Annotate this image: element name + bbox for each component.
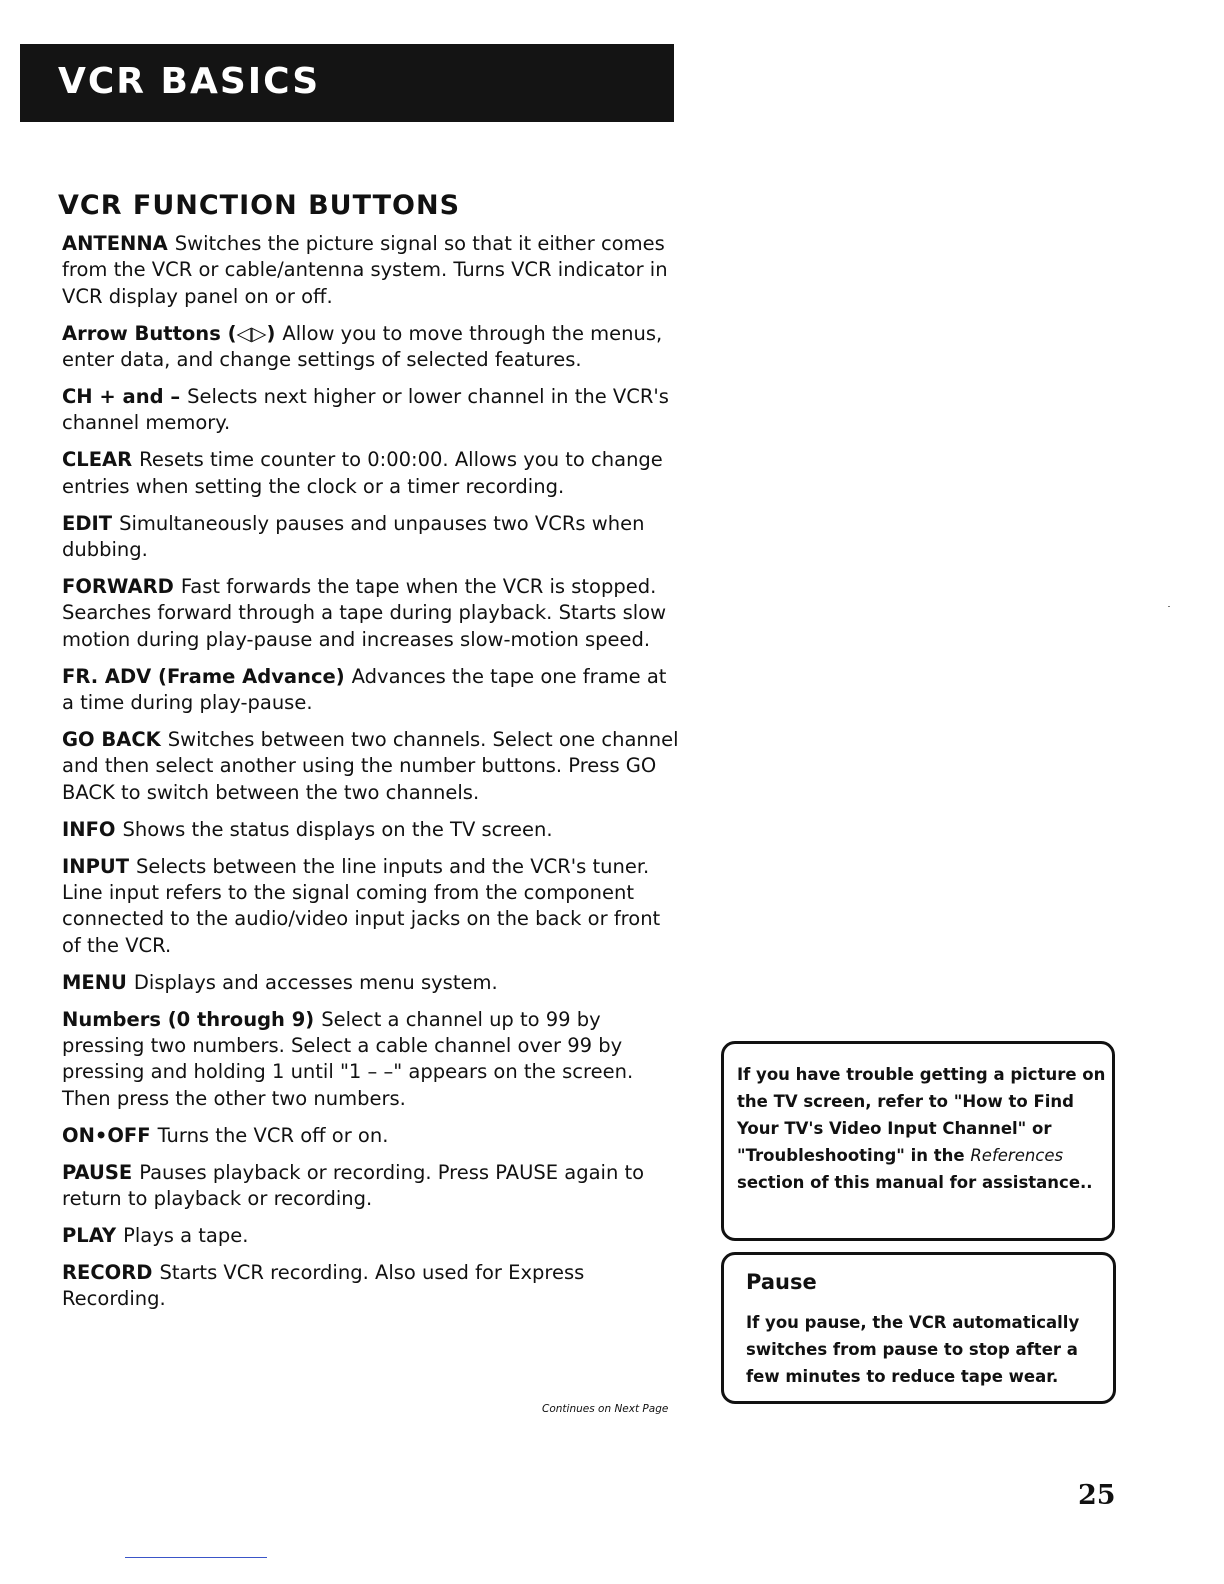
entry-description: Starts VCR recording. Also used for Express Recording. xyxy=(62,1260,585,1311)
glossary-entry-go-back xyxy=(62,727,684,806)
glossary-entry-play xyxy=(62,1223,684,1249)
pause-note-text: If you pause, the VCR automatically switches from pause to stop after a few minutes to reduce tape wear. xyxy=(746,1313,1080,1386)
entry-description: Pauses playback or recording. Press PAUSE again to return to playback or recording. xyxy=(62,1160,645,1211)
entry-description: Plays a tape. xyxy=(123,1224,249,1247)
glossary-entry-record xyxy=(62,1260,684,1313)
entry-term: INFO xyxy=(62,817,116,841)
pause-note-box xyxy=(721,1252,1116,1404)
entry-description: Selects between the line inputs and the VCR's tuner. Line input refers to the signal coming from the component connected to the audio/video input jacks on the back or front of the VCR. xyxy=(62,854,661,957)
chapter-title: VCR BASICS xyxy=(58,61,321,102)
entry-description: Switches between two channels. Select one channel and then select another using the number buttons. Press GO BACK to switch between the two channels. xyxy=(62,728,679,804)
entry-term: ANTENNA xyxy=(62,232,168,255)
entry-description: Resets time counter to 0:00:00. Allows you to change entries when setting the clock or a timer recording. xyxy=(62,448,663,498)
entry-term: Arrow Buttons (◁▷) xyxy=(62,321,276,345)
entry-term: CLEAR xyxy=(62,448,133,472)
continues-note: Continues on Next Page xyxy=(542,1403,669,1415)
entry-term: PAUSE xyxy=(62,1160,133,1184)
entry-description: Allow you to move through the menus, enter data, and change settings of selected features. xyxy=(62,321,663,372)
entry-description: Select a channel up to 99 by pressing two numbers. Select a cable channel over 99 by pressing and holding 1 until "1 – –" appears on the screen. Then press the other two numbers. xyxy=(62,1007,634,1110)
glossary-entry-on-off xyxy=(62,1123,684,1149)
tip-box xyxy=(721,1041,1115,1241)
glossary-entry-input xyxy=(62,854,684,960)
entry-description: Turns the VCR off or on. xyxy=(157,1123,389,1147)
entry-description: Shows the status displays on the TV screen. xyxy=(122,817,553,841)
tip-text-after: section of this manual for assistance.. xyxy=(737,1173,1093,1192)
glossary-entry-clear xyxy=(62,447,684,500)
pause-note-heading: Pause xyxy=(746,1270,817,1294)
glossary-entry-menu xyxy=(62,970,684,996)
glossary-entry-pause xyxy=(62,1160,684,1213)
entry-term: ON•OFF xyxy=(62,1123,151,1147)
entry-description: Advances the tape one frame at a time during play-pause. xyxy=(62,664,667,715)
glossary-entry-edit xyxy=(62,511,684,564)
page-number: 25 xyxy=(1078,1480,1116,1511)
entry-description: Fast forwards the tape when the VCR is stopped. Searches forward through a tape during playback. Starts slow motion during play-pause and increases slow-motion speed. xyxy=(62,574,667,651)
glossary-entry-forward xyxy=(62,574,684,653)
glossary-entry-info xyxy=(62,817,684,843)
entry-term: EDIT xyxy=(62,511,113,535)
tip-text xyxy=(737,1061,1109,1196)
entry-term: FORWARD xyxy=(62,574,174,598)
scan-artifact-line xyxy=(125,1557,267,1558)
chapter-banner xyxy=(20,44,674,122)
entry-term: FR. ADV (Frame Advance) xyxy=(62,664,345,688)
entry-term: GO BACK xyxy=(62,728,161,751)
tip-text-before: If you have trouble getting a picture on the TV screen, refer to "How to Find Your TV's Video Input Channel" or "Troubleshooting" in the xyxy=(737,1065,1106,1165)
glossary-entry-antenna xyxy=(62,231,684,310)
glossary-entry-channel xyxy=(62,384,684,437)
glossary-entry-arrow-buttons xyxy=(62,321,684,374)
entry-description: Switches the picture signal so that it either comes from the VCR or cable/antenna system. Turns VCR indicator in VCR display panel on or off. xyxy=(62,232,668,308)
entry-term: MENU xyxy=(62,970,127,994)
entry-term: CH + and – xyxy=(62,385,181,409)
entry-description: Simultaneously pauses and unpauses two VCRs when dubbing. xyxy=(62,511,645,562)
tip-text-emphasis: References xyxy=(970,1146,1064,1165)
entry-term: Numbers (0 through 9) xyxy=(62,1007,315,1031)
entry-description: Selects next higher or lower channel in the VCR's channel memory. xyxy=(62,385,669,435)
entry-term: INPUT xyxy=(62,854,130,878)
entry-term: RECORD xyxy=(62,1260,153,1284)
glossary-entry-frame-advance xyxy=(62,664,684,717)
scan-artifact-dot xyxy=(1168,606,1170,607)
entry-description: Displays and accesses menu system. xyxy=(133,970,498,994)
button-glossary xyxy=(62,231,684,1323)
entry-term: PLAY xyxy=(62,1224,117,1247)
glossary-entry-numbers xyxy=(62,1007,684,1113)
section-title: VCR FUNCTION BUTTONS xyxy=(58,190,461,221)
